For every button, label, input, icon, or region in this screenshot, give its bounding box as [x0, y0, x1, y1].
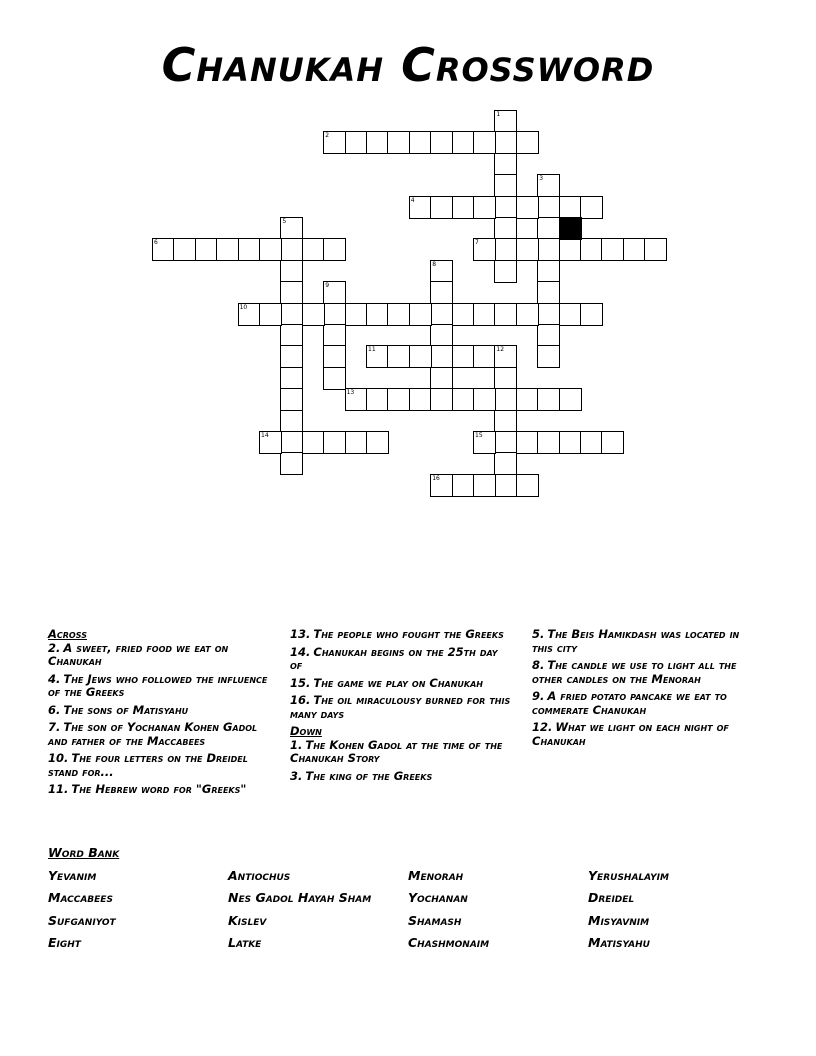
word-bank-heading: Word Bank [48, 845, 120, 860]
grid-cell[interactable] [559, 196, 582, 219]
grid-cell[interactable] [537, 238, 560, 261]
word-bank-item: Kislev [228, 913, 267, 928]
grid-cell[interactable] [387, 345, 410, 368]
clue-number: 6. [48, 702, 61, 717]
grid-cell[interactable] [494, 345, 517, 368]
grid-cell[interactable] [280, 303, 303, 326]
grid-cell[interactable] [280, 410, 303, 433]
grid-cell[interactable] [516, 303, 539, 326]
grid-cell[interactable] [430, 324, 453, 347]
grid-cell[interactable] [452, 388, 475, 411]
grid-cell[interactable] [494, 452, 517, 475]
grid-cell[interactable] [623, 238, 646, 261]
clue-item [48, 783, 270, 797]
grid-cell[interactable] [430, 303, 453, 326]
blocked-cell [559, 217, 582, 240]
grid-cell[interactable] [644, 238, 667, 261]
grid-cell[interactable] [580, 238, 603, 261]
clue-number-label: 7 [475, 239, 479, 247]
clue-number: 15. [290, 675, 311, 690]
grid-cell[interactable] [537, 388, 560, 411]
grid-cell[interactable] [537, 303, 560, 326]
clue-text: The game we play on Chanukah [313, 675, 483, 690]
grid-cell[interactable] [280, 452, 303, 475]
grid-cell[interactable] [366, 388, 389, 411]
clue-number: 16. [290, 693, 311, 707]
clue-number-label: 10 [239, 303, 248, 311]
clue-number: 1. [290, 737, 303, 752]
grid-cell[interactable] [195, 238, 218, 261]
grid-cell[interactable] [452, 131, 475, 154]
grid-cell[interactable] [494, 474, 517, 497]
grid-cell[interactable] [494, 174, 517, 197]
clue-text: The four letters on the Dreidel stand for... [48, 751, 248, 779]
grid-cell[interactable] [430, 474, 453, 497]
grid-cell[interactable] [323, 238, 346, 261]
clue-number-label: 6 [154, 239, 158, 247]
clue-item [290, 694, 512, 721]
grid-cell[interactable] [430, 345, 453, 368]
grid-cell[interactable] [559, 388, 582, 411]
grid-cell[interactable] [494, 153, 517, 176]
grid-cell[interactable] [280, 281, 303, 304]
grid-cell[interactable] [409, 345, 432, 368]
grid-cell[interactable] [494, 388, 517, 411]
grid-cell[interactable] [238, 238, 261, 261]
grid-cell[interactable] [366, 303, 389, 326]
clue-item [290, 646, 512, 673]
clue-number-label: 1 [496, 111, 501, 118]
grid-cell[interactable] [387, 131, 410, 154]
grid-cell[interactable] [323, 324, 346, 347]
grid-cell[interactable] [537, 260, 560, 283]
clue-text: A sweet, fried food we eat on Chanukah [48, 640, 229, 668]
clue-item [290, 677, 512, 691]
clue-text: The Kohen Gadol at the time of the Chanukah Story [290, 737, 503, 765]
clue-number: 9. [532, 689, 545, 703]
grid-cell[interactable] [430, 281, 453, 304]
grid-cell[interactable] [366, 131, 389, 154]
grid-cell[interactable] [280, 238, 303, 261]
word-bank-item: Matisyahu [588, 935, 650, 950]
word-bank-item: Misyavnim [588, 913, 650, 928]
grid-cell[interactable] [409, 131, 432, 154]
grid-cell[interactable] [430, 388, 453, 411]
grid-cell[interactable] [494, 367, 517, 390]
grid-cell[interactable] [302, 431, 325, 454]
clue-number: 2. [48, 640, 61, 655]
word-bank-item: Dreidel [588, 890, 635, 905]
grid-cell[interactable] [537, 196, 560, 219]
grid-cell[interactable] [559, 431, 582, 454]
grid-cell[interactable] [537, 431, 560, 454]
grid-cell[interactable] [280, 388, 303, 411]
grid-cell[interactable] [473, 474, 496, 497]
grid-cell[interactable] [280, 217, 303, 240]
clue-number-label: 15 [475, 432, 483, 439]
clue-number-label: 3 [539, 175, 544, 183]
grid-cell[interactable] [452, 345, 475, 368]
clue-item [48, 721, 270, 748]
clues-column-2 [290, 628, 512, 787]
clue-text: A fried potato pancake we eat to commerate Chanukah [532, 689, 727, 717]
grid-cell[interactable] [494, 110, 517, 133]
grid-cell[interactable] [430, 367, 453, 390]
grid-cell[interactable] [494, 303, 517, 326]
clue-number: 5. [532, 627, 545, 641]
grid-cell[interactable] [259, 431, 282, 454]
clue-number: 7. [48, 720, 61, 734]
clue-text: The sons of Matisyahu [63, 702, 189, 717]
grid-cell[interactable] [259, 238, 282, 261]
grid-cell[interactable] [280, 367, 303, 390]
word-bank-item: Chashmonaim [408, 935, 490, 950]
down-heading: Down [290, 724, 322, 738]
clue-number: 10. [48, 751, 69, 765]
grid-cell[interactable] [409, 388, 432, 411]
clues-column-3 [532, 628, 754, 752]
grid-cell[interactable] [580, 196, 603, 219]
grid-cell[interactable] [280, 345, 303, 368]
grid-cell[interactable] [452, 474, 475, 497]
grid-cell[interactable] [516, 474, 539, 497]
word-bank-item: Menorah [408, 868, 464, 883]
grid-cell[interactable] [323, 345, 346, 368]
grid-cell[interactable] [516, 388, 539, 411]
clue-item [290, 739, 512, 766]
grid-cell[interactable] [473, 196, 496, 219]
grid-cell[interactable] [580, 303, 603, 326]
grid-cell[interactable] [238, 303, 261, 326]
grid-cell[interactable] [537, 324, 560, 347]
grid-cell[interactable] [366, 345, 389, 368]
grid-cell[interactable] [259, 303, 282, 326]
word-bank-item: Latke [228, 935, 262, 950]
crossword-grid [0, 0, 816, 520]
grid-cell[interactable] [473, 345, 496, 368]
word-bank-item: Maccabees [48, 890, 113, 905]
clue-text: The people who fought the Greeks [313, 627, 504, 641]
clue-number-label: 12 [496, 346, 505, 354]
grid-cell[interactable] [494, 431, 517, 454]
clue-item [48, 752, 270, 779]
clues-column-1 [48, 628, 270, 801]
word-bank-item: Yochanan [408, 890, 468, 905]
grid-cell[interactable] [409, 196, 432, 219]
grid-cell[interactable] [494, 131, 517, 154]
grid-cell[interactable] [173, 238, 196, 261]
word-bank-item: Antiochus [228, 868, 291, 883]
grid-cell[interactable] [516, 431, 539, 454]
clue-text: What we light on each night of Chanukah [532, 720, 729, 748]
clue-item [48, 704, 270, 718]
grid-cell[interactable] [473, 131, 496, 154]
grid-cell[interactable] [302, 238, 325, 261]
clue-number-label: 2 [325, 132, 330, 140]
clue-item [532, 721, 754, 748]
clue-text: The son of Yochanan Kohen Gadol and father of the Maccabees [48, 720, 258, 748]
grid-cell[interactable] [580, 431, 603, 454]
clue-text: The king of the Greeks [305, 768, 433, 783]
word-bank-item: Nes Gadol Hayah Sham [228, 890, 372, 905]
grid-cell[interactable] [473, 303, 496, 326]
clue-item [48, 673, 270, 700]
grid-cell[interactable] [216, 238, 239, 261]
grid-cell[interactable] [537, 281, 560, 304]
grid-cell[interactable] [345, 131, 368, 154]
grid-cell[interactable] [494, 196, 517, 219]
grid-cell[interactable] [345, 303, 368, 326]
grid-cell[interactable] [323, 431, 346, 454]
grid-cell[interactable] [473, 388, 496, 411]
clue-text: The Hebrew word for "Greeks" [71, 782, 247, 796]
clue-number-label: 13 [346, 389, 355, 397]
grid-cell[interactable] [452, 303, 475, 326]
grid-cell[interactable] [473, 431, 496, 454]
clue-item [532, 628, 754, 655]
grid-cell[interactable] [473, 238, 496, 261]
word-bank-item: Shamash [408, 913, 462, 928]
grid-cell[interactable] [537, 217, 560, 240]
clue-text: Chanukah begins on the 25th day of [290, 644, 498, 672]
clue-number-label: 11 [368, 346, 376, 354]
clue-number-label: 16 [432, 474, 440, 482]
clue-item [290, 770, 512, 784]
grid-cell[interactable] [494, 238, 517, 261]
grid-cell[interactable] [494, 410, 517, 433]
grid-cell[interactable] [280, 431, 303, 454]
grid-cell[interactable] [302, 303, 325, 326]
grid-cell[interactable] [537, 174, 560, 197]
grid-cell[interactable] [280, 260, 303, 283]
clue-number-label: 9 [325, 282, 330, 290]
clue-number-label: 8 [432, 260, 437, 268]
grid-cell[interactable] [537, 345, 560, 368]
clue-number: 14. [290, 644, 311, 659]
grid-cell[interactable] [516, 131, 539, 154]
grid-cell[interactable] [516, 196, 539, 219]
word-bank-item: Eight [48, 935, 81, 950]
clue-text: The candle we use to light all the other candles on the Menorah [532, 658, 737, 686]
grid-cell[interactable] [323, 367, 346, 390]
grid-cell[interactable] [494, 217, 517, 240]
grid-cell[interactable] [559, 238, 582, 261]
clue-number: 12. [532, 720, 553, 734]
grid-cell[interactable] [601, 238, 624, 261]
grid-cell[interactable] [345, 431, 368, 454]
clue-number-label: 5 [282, 218, 287, 225]
clue-item [532, 659, 754, 686]
grid-cell[interactable] [430, 260, 453, 283]
clue-text: The oil miraculousy burned for this many days [290, 693, 511, 721]
word-bank-item: Yerushalayim [588, 868, 669, 883]
grid-cell[interactable] [430, 196, 453, 219]
grid-cell[interactable] [323, 281, 346, 304]
word-bank-item: Sufganiyot [48, 913, 116, 928]
clue-number: 3. [290, 768, 303, 783]
grid-cell[interactable] [387, 388, 410, 411]
clue-text: The Beis Hamikdash was located in this city [532, 627, 740, 655]
grid-cell[interactable] [345, 388, 368, 411]
clue-number-label: 14 [261, 432, 269, 439]
page-title: Chanukah Crossword [161, 38, 655, 92]
grid-cell[interactable] [152, 238, 175, 261]
grid-cell[interactable] [387, 303, 410, 326]
grid-cell[interactable] [601, 431, 624, 454]
grid-cell[interactable] [323, 131, 346, 154]
grid-cell[interactable] [494, 260, 517, 283]
grid-cell[interactable] [430, 131, 453, 154]
grid-cell[interactable] [409, 303, 432, 326]
grid-cell[interactable] [323, 303, 346, 326]
clue-number: 8. [532, 658, 545, 672]
clue-number: 13. [290, 627, 311, 641]
clue-number: 4. [48, 671, 61, 686]
across-heading: Across [48, 627, 87, 641]
word-bank-item: Yevanim [48, 868, 97, 883]
grid-cell[interactable] [452, 196, 475, 219]
clue-text: The Jews who followed the influence of the Greeks [48, 671, 268, 699]
clue-number-label: 4 [410, 196, 415, 204]
grid-cell[interactable] [559, 303, 582, 326]
clue-item [290, 628, 512, 642]
grid-cell[interactable] [366, 431, 389, 454]
grid-cell[interactable] [280, 324, 303, 347]
clue-item [532, 690, 754, 717]
grid-cell[interactable] [516, 238, 539, 261]
clue-number: 11. [48, 782, 69, 796]
clue-item [48, 642, 270, 669]
